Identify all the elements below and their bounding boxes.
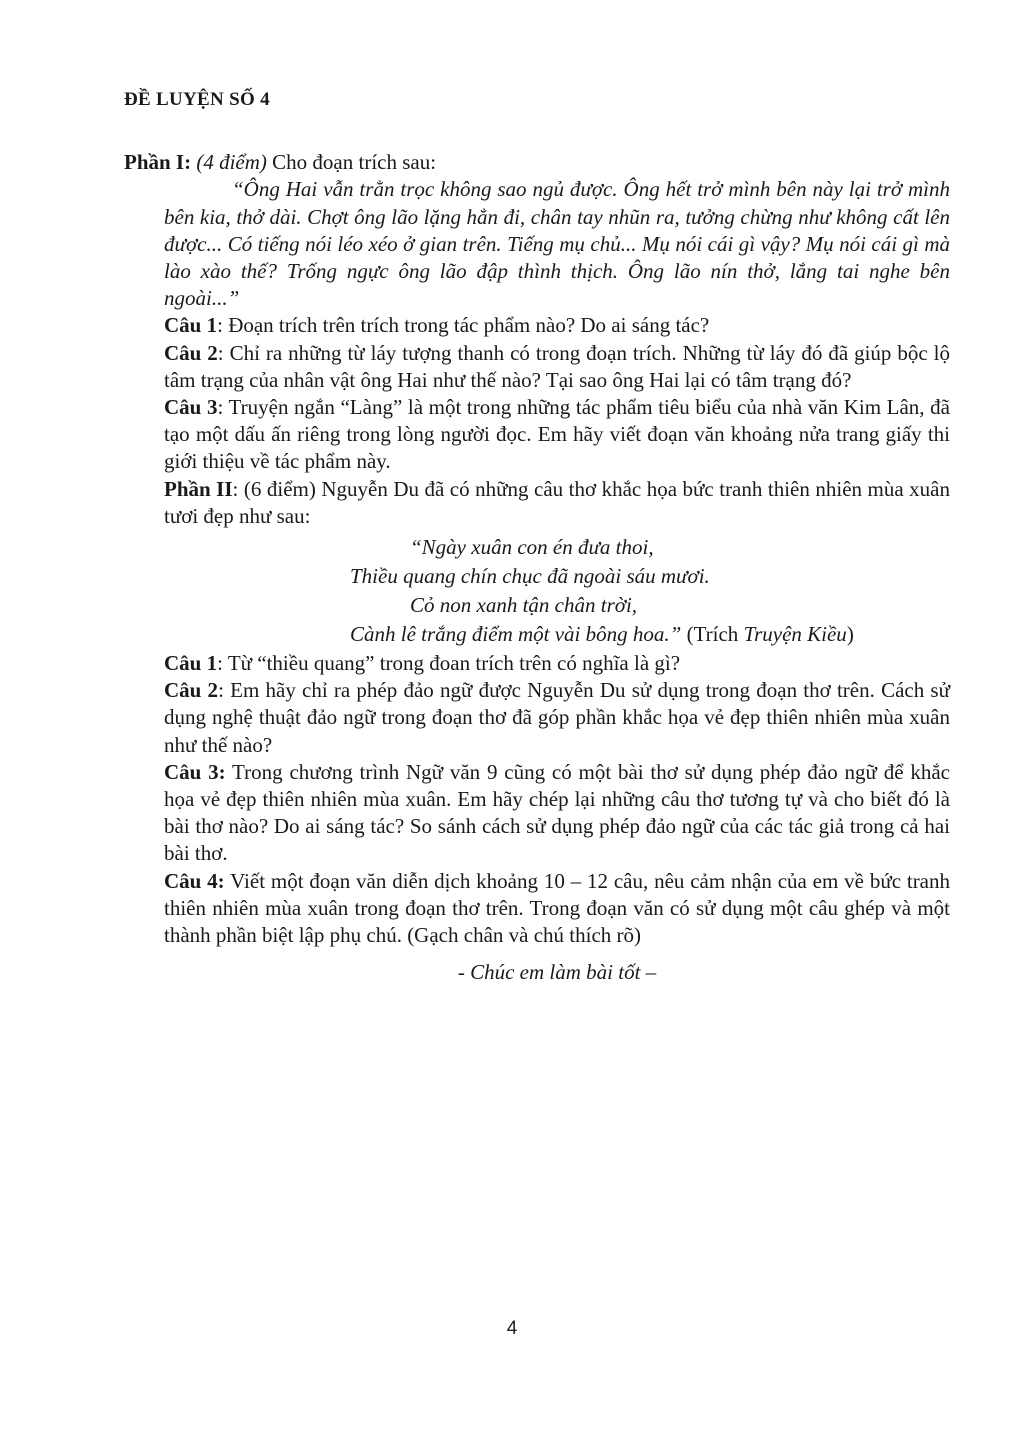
part1-question-3 xyxy=(124,394,950,476)
question-label: Câu 3: xyxy=(164,759,226,784)
part2-question-2 xyxy=(124,677,950,759)
poem-line-1: “Ngày xuân con én đưa thoi, xyxy=(410,535,654,560)
part1-label: Phần I: xyxy=(124,150,192,175)
part1-question-1 xyxy=(124,312,950,339)
question-text: Trong chương trình Ngữ văn 9 cũng có một bài thơ sử dụng phép đảo ngữ để khắc họa vẻ đẹp thiên nhiên mùa xuân. Em hãy chép lại những câu thơ tương tự và cho biết đó là bài thơ nào? Do ai sáng tác? So sánh cách sử dụng phép đảo ngữ của các tác giả trong cả hai bài thơ. xyxy=(164,759,950,866)
part1-question-2 xyxy=(124,340,950,394)
part2-label: Phần II xyxy=(164,476,233,501)
page-title: ĐỀ LUYỆN SỐ 4 xyxy=(124,89,270,110)
part1-heading xyxy=(124,149,950,176)
closing-wish: - Chúc em làm bài tốt – xyxy=(457,960,657,985)
question-label: Câu 1 xyxy=(164,651,218,676)
question-label: Câu 4: xyxy=(164,868,225,893)
question-label: Câu 1 xyxy=(164,313,218,338)
question-text: : Đoạn trích trên trích trong tác phẩm nào? Do ai sáng tác? xyxy=(217,313,710,338)
poem-line-4 xyxy=(124,621,950,650)
part1-excerpt: “Ông Hai vẫn trằn trọc không sao ngủ được. Ông hết trở mình bên này lại trở mình bên kia, thở dài. Chợt ông lão lặng hẳn đi, chân tay nhũn ra, tưởng chừng như không cất lên được... Có tiếng nói léo xéo ở gian trên. Tiếng mụ chủ... Mụ nói cái gì vậy? Mụ nói cái gì mà lào xào thế? Trống ngực ông lão đập thình thịch. Ông lão nín thở, lắng tai nghe bên ngoài...” xyxy=(164,177,950,311)
poem-source-title: Truyện Kiều xyxy=(743,622,847,647)
question-text: : Từ “thiều quang” trong đoan trích trên có nghĩa là gì? xyxy=(217,651,681,676)
part2-question-3 xyxy=(124,759,950,868)
part1-points: (4 điểm) xyxy=(196,150,267,175)
poem-line-4-text: Cành lê trắng điểm một vài bông hoa.” xyxy=(350,622,682,647)
page-number: 4 xyxy=(506,1318,518,1339)
question-label: Câu 3 xyxy=(164,395,218,420)
question-label: Câu 2 xyxy=(164,678,219,703)
poem-source-suffix: ) xyxy=(846,622,854,647)
question-text: : Chỉ ra những từ láy tượng thanh có trong đoạn trích. Những từ láy đó đã giúp bộc lộ tâm trạng của nhân vật ông Hai như thế nào? Tại sao ông Hai lại có tâm trạng đó? xyxy=(164,340,950,392)
question-text: : Truyện ngắn “Làng” là một trong những tác phẩm tiêu biểu của nhà văn Kim Lân, đã tạo một dấu ấn riêng trong lòng người đọc. Em hãy viết đoạn văn khoảng nửa trang giấy thi giới thiệu về tác phẩm này. xyxy=(164,395,950,474)
part2-heading xyxy=(124,476,950,530)
question-text: : Em hãy chỉ ra phép đảo ngữ được Nguyễn Du sử dụng trong đoạn thơ trên. Cách sử dụng nghệ thuật đảo ngữ trong đoạn thơ đã góp phần khắc họa vẻ đẹp thiên nhiên mùa xuân như thế nào? xyxy=(164,678,950,757)
part1-intro: Cho đoạn trích sau: xyxy=(272,150,437,175)
question-label: Câu 2 xyxy=(164,340,218,365)
part2-question-4 xyxy=(124,868,950,950)
poem-line-2: Thiều quang chín chục đã ngoài sáu mươi. xyxy=(350,564,710,589)
poem-source-prefix: (Trích xyxy=(681,622,744,647)
document-body xyxy=(124,86,950,986)
part2-question-1 xyxy=(124,650,950,677)
part2-intro: : (6 điểm) Nguyễn Du đã có những câu thơ khắc họa bức tranh thiên nhiên mùa xuân tươi đẹp như sau: xyxy=(164,476,950,528)
poem-line-3: Cỏ non xanh tận chân trời, xyxy=(410,593,638,618)
question-text: Viết một đoạn văn diễn dịch khoảng 10 – 12 câu, nêu cảm nhận của em về bức tranh thiên nhiên mùa xuân trong đoạn thơ trên. Trong đoạn văn có sử dụng một câu ghép và một thành phần biệt lập phụ chú. (Gạch chân và chú thích rõ) xyxy=(164,868,951,948)
poem-excerpt xyxy=(124,534,950,650)
